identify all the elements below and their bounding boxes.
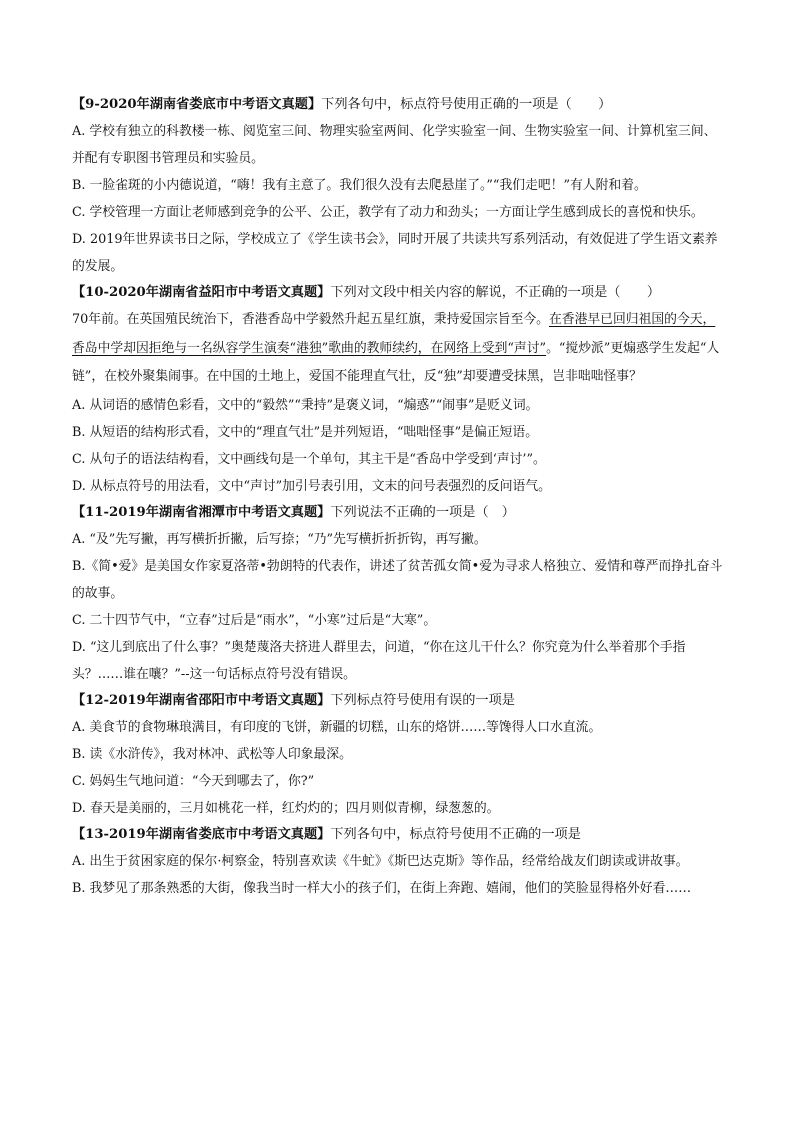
question-header bbox=[72, 822, 724, 848]
question-stem: 下列各句中，标点符号使用正确的一项是（ ） bbox=[321, 97, 612, 112]
underlined-sentence: 在香港早已回归祖国的今天，香岛中学却因拒绝与一名纵容学生演奏“港独”歌曲的教师续约，在网络上受到“声讨” bbox=[72, 312, 716, 356]
question-source-tag: 【12-2019年湖南省邵阳市中考语文真题】 bbox=[72, 692, 331, 708]
question-10 bbox=[72, 280, 724, 500]
option-c: C. 学校管理一方面让老师感到竞争的公平、公正，教学有了动力和劲头；一方面让学生感到成长的喜悦和快乐。 bbox=[72, 205, 704, 220]
question-stem: 下列标点符号使用有误的一项是 bbox=[330, 692, 515, 708]
option-b: B. 从短语的结构形式看，文中的“理直气壮”是并列短语，“咄咄怪事”是偏正短语。 bbox=[72, 424, 539, 440]
question-list bbox=[72, 92, 724, 902]
question-stem: 下列对文段中相关内容的解说，不正确的一项是（ ） bbox=[330, 285, 661, 300]
question-stem: 下列各句中，标点符号使用不正确的一项是 bbox=[330, 826, 581, 842]
option-a: A. 出生于贫困家庭的保尔·柯察金，特别喜欢读《牛虻》《斯巴达克斯》等作品，经常给战友们朗读或讲故事。 bbox=[72, 853, 689, 869]
option-a: A. 学校有独立的科教楼一栋、阅览室三间、物理实验室两间、化学实验室一间、生物实验室一间、计算机室三间、并配有专职图书管理员和实验员。 bbox=[72, 124, 717, 166]
question-header bbox=[72, 688, 724, 714]
question-source-tag: 【10-2020年湖南省益阳市中考语文真题】 bbox=[72, 285, 331, 300]
option-d: D. 春天是美丽的，三月如桃花一样，红灼灼的；四月则似青柳，绿葱葱的。 bbox=[72, 800, 500, 816]
option-a: A. 美食节的食物琳琅满目，有印度的飞饼，新疆的切糕，山东的烙饼……等馋得人口水直流。 bbox=[72, 719, 602, 735]
question-source-tag: 【13-2019年湖南省娄底市中考语文真题】 bbox=[72, 826, 331, 842]
question-header bbox=[72, 280, 724, 306]
question-source-tag: 【11-2019年湖南省湘潭市中考语文真题】 bbox=[72, 504, 331, 520]
option-b: B. 一脸雀斑的小内德说道，“嗨！我有主意了。我们很久没有去爬悬崖了。”“我们走吧！”有人附和着。 bbox=[72, 178, 647, 193]
question-13 bbox=[72, 822, 724, 902]
question-11 bbox=[72, 500, 724, 688]
question-header bbox=[72, 92, 724, 118]
passage-text: 70年前。在英国殖民统治下，香港香岛中学毅然升起五星红旗，秉持爱国宗旨至今。 bbox=[72, 312, 549, 327]
option-d: D. “这儿到底出了什么事？”奥楚蔑洛夫挤进人群里去，问道，“你在这儿干什么？你究竟为什么举着那个手指头？……谁在嚷？”--这一句话标点符号没有错误。 bbox=[72, 639, 686, 682]
option-c: C. 二十四节气中，“立春”过后是“雨水”，“小寒”过后是“大寒”。 bbox=[72, 612, 437, 628]
option-b: B. 读《水浒传》，我对林冲、武松等人印象最深。 bbox=[72, 746, 352, 762]
option-a: A. “及”先写撇，再写横折折撇，后写捺；“乃”先写横折折折钩，再写撇。 bbox=[72, 531, 487, 547]
question-9 bbox=[72, 92, 724, 280]
option-c: C. 妈妈生气地问道：“今天到哪去了，你?” bbox=[72, 773, 315, 789]
question-12 bbox=[72, 688, 724, 822]
option-d: D. 2019年世界读书日之际，学校成立了《学生读书会》，同时开展了共读共写系列活动，有效促进了学生语文素养的发展。 bbox=[72, 232, 718, 274]
option-c: C. 从句子的语法结构看，文中画线句是一个单句，其主干是“香岛中学受到‘声讨’”。 bbox=[72, 451, 546, 467]
option-d: D. 从标点符号的用法看，文中“声讨”加引号表引用，文末的问号表强烈的反问语气。 bbox=[72, 478, 551, 494]
reading-passage bbox=[72, 306, 724, 392]
option-b: B.《简•爱》是美国女作家夏洛蒂•勃朗特的代表作，讲述了贫苦孤女简•爱为寻求人格独立、爱情和尊严而挣扎奋斗的故事。 bbox=[72, 558, 723, 601]
option-b: B. 我梦见了那条熟悉的大街，像我当时一样大小的孩子们，在街上奔跑、嬉闹，他们的笑脸显得格外好看…… bbox=[72, 880, 691, 896]
question-source-tag: 【9-2020年湖南省娄底市中考语文真题】 bbox=[72, 97, 322, 112]
question-header bbox=[72, 500, 724, 526]
question-stem: 下列说法不正确的一项是（ ） bbox=[330, 504, 515, 520]
option-a: A. 从词语的感情色彩看，文中的“毅然”“秉持”是褒义词，“煽惑”“闹事”是贬义词。 bbox=[72, 397, 539, 413]
passage-text: 。“搅炒派”更煽惑学生发起“人链”，在校外聚集闹事。在中国的土地上，爱国不能理直气壮，反“独”却要遭受抹黑，岂非咄咄怪事？ bbox=[72, 340, 720, 384]
